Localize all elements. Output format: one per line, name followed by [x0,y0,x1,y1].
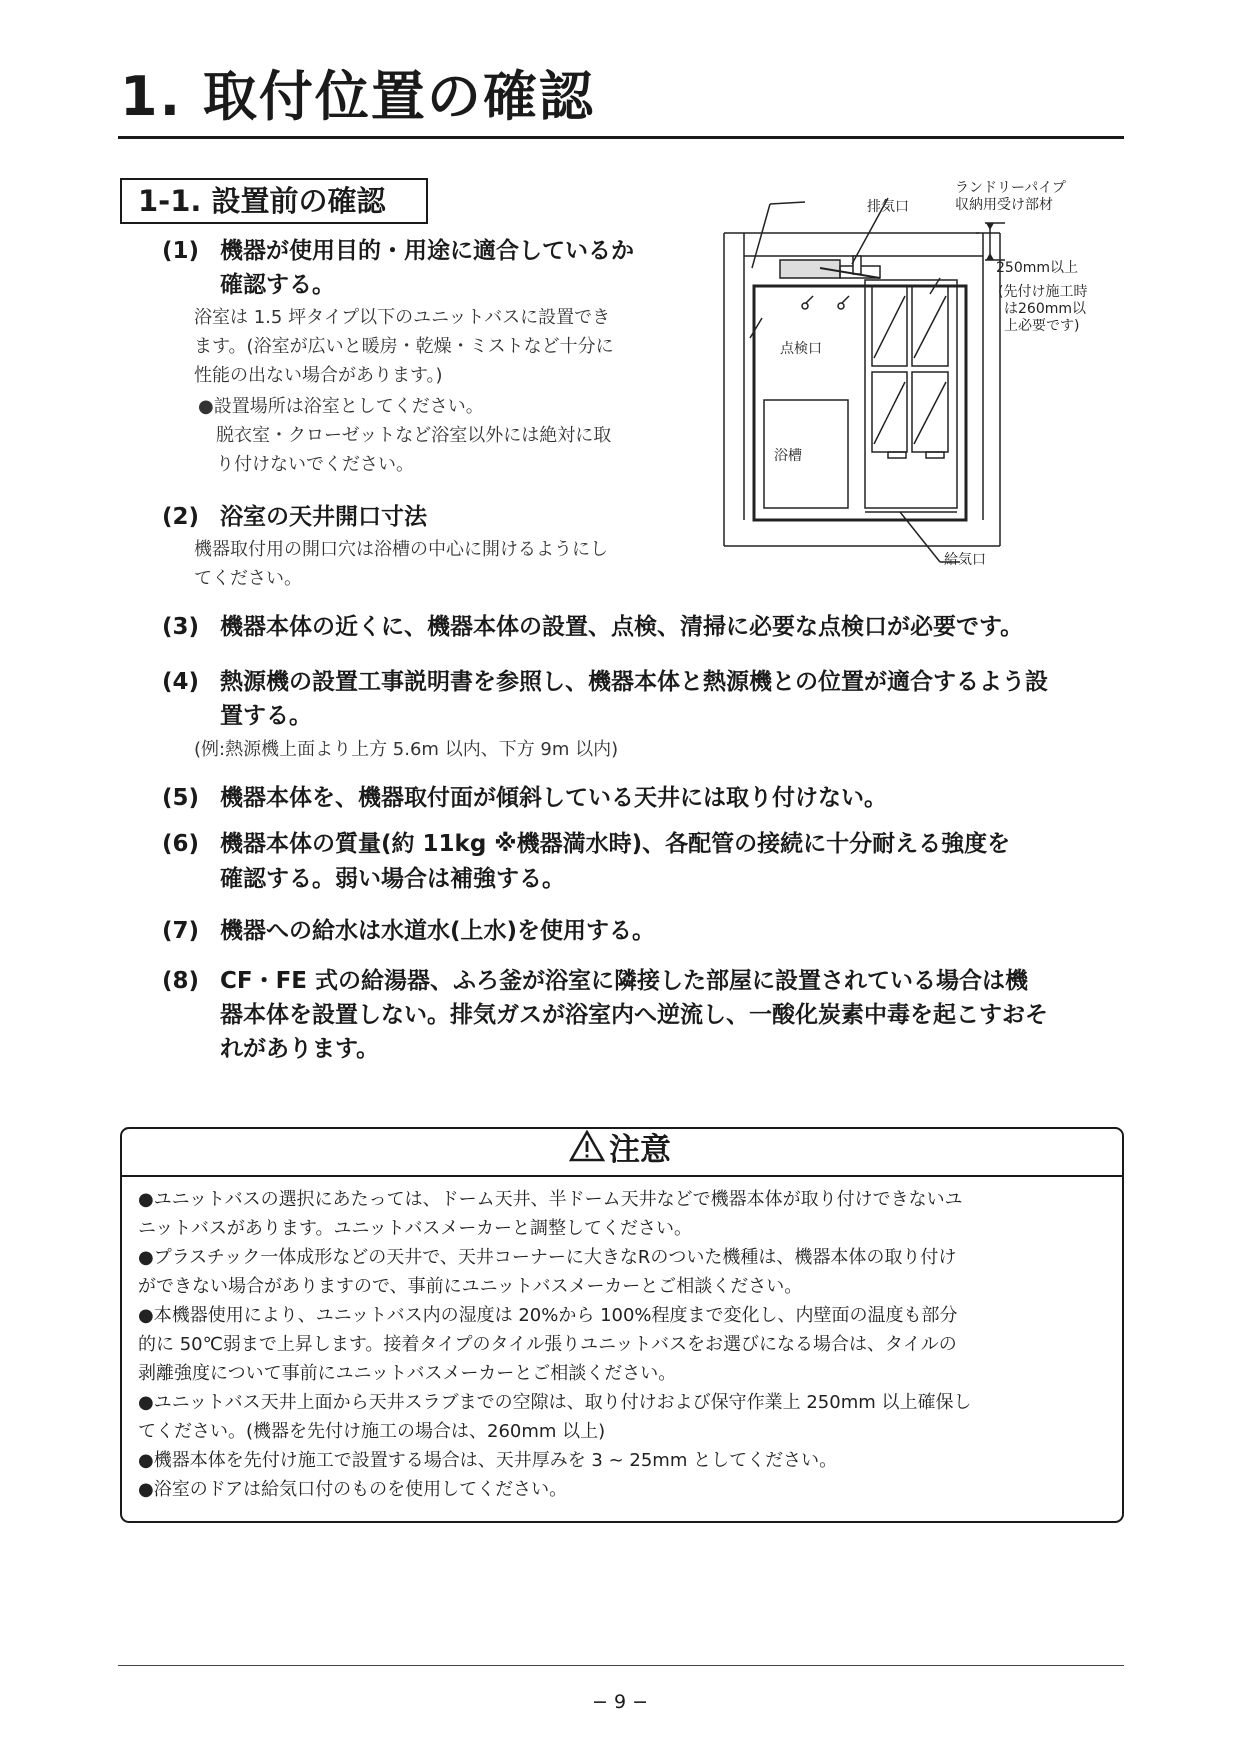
label-prefit: は260mm以 [1004,301,1086,317]
caution-line: ●浴室のドアは給気口付のものを使用してください。 [138,1479,568,1500]
caution-line: ●プラスチック一体成形などの天井で、天井コーナーに大きなRのついた機種は、機器本体の取り付け [138,1247,957,1268]
item-number: (2) [162,504,200,530]
item-2-note: 機器取付用の開口穴は浴槽の中心に開けるようにし [194,539,608,560]
label-250mm: 250mm以上 [996,260,1078,276]
item-number: (6) [162,831,200,857]
label-laundry: ランドリーパイプ [955,180,1066,196]
warning-icon [569,1130,605,1174]
caution-rule [120,1175,1124,1177]
item-text: CF・FE 式の給湯器、ふろ釜が浴室に隣接した部屋に設置されている場合は機 [220,968,1029,994]
item-5 [162,781,887,815]
item-1-note: 浴室は 1.5 坪タイプ以下のユニットバスに設置でき [194,307,611,328]
item-4-note: (例:熱源機上面より上方 5.6m 以内、下方 9m 以内) [194,739,619,760]
item-3 [162,610,1023,644]
item-1-note: ます。(浴室が広いと暖房・乾燥・ミストなど十分に [194,336,614,357]
caution-line: ●機器本体を先付け施工で設置する場合は、天井厚みを 3 ~ 25mm としてください。 [138,1450,838,1471]
item-text: 機器への給水は水道水(上水)を使用する。 [220,918,656,944]
item-2 [162,500,427,534]
item-1 [162,234,634,268]
item-4 [162,665,1048,699]
item-8 [162,964,1028,998]
item-1-bullet: ●設置場所は浴室としてください。 [198,396,484,417]
caution-title: 注意 [609,1132,671,1168]
item-number: (1) [162,238,200,264]
item-text: 浴室の天井開口寸法 [220,504,427,530]
title-rule [118,136,1124,139]
item-number: (5) [162,785,200,811]
item-number: (3) [162,614,200,640]
bathroom-diagram [700,168,1110,578]
caution-heading [0,1128,1240,1174]
label-laundry: 収納用受け部材 [955,197,1053,213]
caution-line: ができない場合がありますので、事前にユニットバスメーカーとご相談ください。 [138,1276,803,1297]
caution-line: てください。(機器を先付け施工の場合は、260mm 以上) [138,1421,606,1442]
item-1-cont: 確認する。 [220,272,335,298]
item-number: (4) [162,669,200,695]
item-1-bullet-note: 脱衣室・クローゼットなど浴室以外には絶対に取 [216,425,612,446]
item-text: 機器本体を、機器取付面が傾斜している天井には取り付けない。 [220,785,887,811]
label-exhaust: 排気口 [867,199,909,215]
item-number: (8) [162,968,200,994]
caution-line: ●ユニットバスの選択にあたっては、ドーム天井、半ドーム天井などで機器本体が取り付けできないユ [138,1189,963,1210]
item-text: 熱源機の設置工事説明書を参照し、機器本体と熱源機との位置が適合するよう設 [220,669,1048,695]
label-prefit: (先付け施工時 [998,284,1088,300]
item-number: (7) [162,918,200,944]
label-inspection: 点検口 [780,341,822,357]
caution-line: 剥離強度について事前にユニットバスメーカーとご相談ください。 [138,1363,677,1384]
label-intake: 給気口 [944,552,986,568]
page-title: 1. 取付位置の確認 [120,65,595,128]
item-1-bullet-note: り付けないでください。 [216,454,414,475]
item-1-note: 性能の出ない場合があります。) [194,365,443,386]
caution-line: ●ユニットバス天井上面から天井スラブまでの空隙は、取り付けおよび保守作業上 250mm 以上確保し [138,1392,972,1413]
item-6-cont: 確認する。弱い場合は補強する。 [220,866,565,892]
footer-rule [118,1665,1124,1666]
item-8-cont: れがあります。 [220,1036,380,1062]
page-number: − 9 − [591,1691,648,1713]
item-4-cont: 置する。 [220,703,312,729]
caution-line: ニットバスがあります。ユニットバスメーカーと調整してください。 [138,1218,693,1239]
item-6 [162,827,1010,861]
label-prefit: 上必要です) [1004,318,1080,334]
item-text: 機器本体の質量(約 11kg ※機器満水時)、各配管の接続に十分耐える強度を [220,831,1011,857]
section-heading: 1-1. 設置前の確認 [138,184,386,218]
caution-line: 的に 50℃弱まで上昇します。接着タイプのタイル張りユニットバスをお選びになる場合は、タイルの [138,1334,957,1355]
label-bathtub: 浴槽 [774,448,802,464]
item-text: 機器本体の近くに、機器本体の設置、点検、清掃に必要な点検口が必要です。 [220,614,1024,640]
caution-line: ●本機器使用により、ユニットバス内の湿度は 20%から 100%程度まで変化し、内壁面の温度も部分 [138,1305,958,1326]
item-2-note: てください。 [194,568,302,589]
item-text: 機器が使用目的・用途に適合しているか [220,238,634,264]
item-7 [162,914,655,948]
item-8-cont: 器本体を設置しない。排気ガスが浴室内へ逆流し、一酸化炭素中毒を起こすおそ [220,1002,1048,1028]
